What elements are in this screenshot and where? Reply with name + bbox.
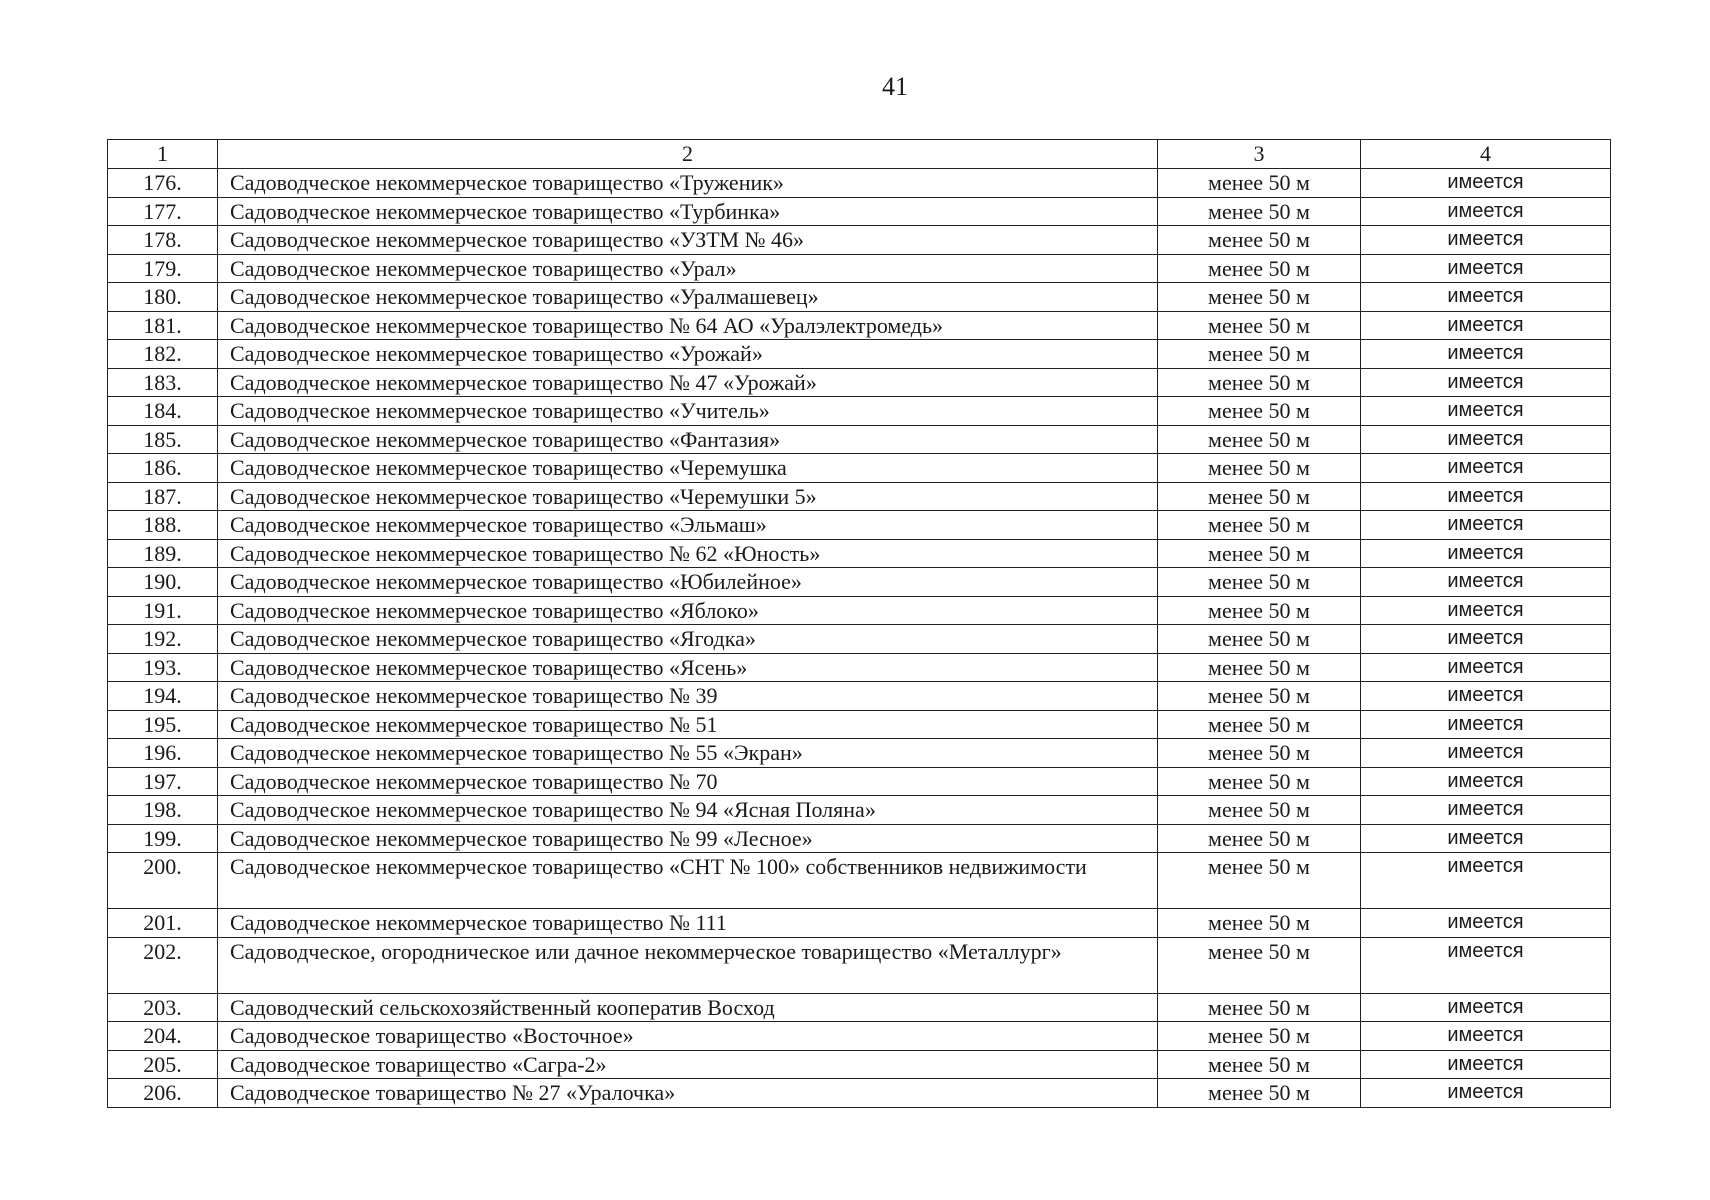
organization-name-cell: Садоводческое некоммерческое товарищество № 55 «Экран» — [218, 739, 1158, 768]
row-number-cell: 178. — [108, 226, 218, 255]
distance-cell: менее 50 м — [1158, 511, 1361, 540]
distance-cell: менее 50 м — [1158, 368, 1361, 397]
table-header-row — [108, 140, 1611, 169]
table-row — [108, 909, 1611, 938]
status-cell: имеется — [1361, 625, 1611, 654]
row-number-cell: 205. — [108, 1050, 218, 1079]
distance-cell: менее 50 м — [1158, 226, 1361, 255]
distance-cell: менее 50 м — [1158, 909, 1361, 938]
status-cell: имеется — [1361, 1050, 1611, 1079]
table-row — [108, 197, 1611, 226]
distance-cell: менее 50 м — [1158, 197, 1361, 226]
status-cell: имеется — [1361, 993, 1611, 1022]
header-cell-3: 3 — [1158, 140, 1361, 169]
table-row — [108, 993, 1611, 1022]
status-cell: имеется — [1361, 197, 1611, 226]
row-number-cell: 180. — [108, 283, 218, 312]
row-number-cell: 186. — [108, 454, 218, 483]
organization-name-cell: Садоводческое товарищество «Восточное» — [218, 1022, 1158, 1051]
row-number-cell: 196. — [108, 739, 218, 768]
table-row — [108, 539, 1611, 568]
organization-name-cell: Садоводческое некоммерческое товарищество «Уралмашевец» — [218, 283, 1158, 312]
status-cell: имеется — [1361, 568, 1611, 597]
header-cell-1: 1 — [108, 140, 218, 169]
distance-cell: менее 50 м — [1158, 425, 1361, 454]
organization-name-cell: Садоводческое товарищество «Сагра-2» — [218, 1050, 1158, 1079]
status-cell: имеется — [1361, 340, 1611, 369]
row-number-cell: 195. — [108, 710, 218, 739]
row-number-cell: 183. — [108, 368, 218, 397]
table-row — [108, 283, 1611, 312]
organization-name-cell: Садоводческий сельскохозяйственный кооператив Восход — [218, 993, 1158, 1022]
organization-name-cell: Садоводческое некоммерческое товарищество № 51 — [218, 710, 1158, 739]
organization-name-cell: Садоводческое некоммерческое товарищество № 47 «Урожай» — [218, 368, 1158, 397]
status-cell: имеется — [1361, 824, 1611, 853]
table-row — [108, 710, 1611, 739]
distance-cell: менее 50 м — [1158, 993, 1361, 1022]
distance-cell: менее 50 м — [1158, 710, 1361, 739]
distance-cell: менее 50 м — [1158, 283, 1361, 312]
distance-cell: менее 50 м — [1158, 169, 1361, 198]
row-number-cell: 179. — [108, 254, 218, 283]
table-row — [108, 454, 1611, 483]
status-cell: имеется — [1361, 397, 1611, 426]
distance-cell: менее 50 м — [1158, 682, 1361, 711]
status-cell: имеется — [1361, 283, 1611, 312]
row-number-cell: 206. — [108, 1079, 218, 1108]
table-row — [108, 340, 1611, 369]
table-row — [108, 254, 1611, 283]
table-row — [108, 739, 1611, 768]
distance-cell: менее 50 м — [1158, 568, 1361, 597]
organization-name-cell: Садоводческое некоммерческое товарищество «Эльмаш» — [218, 511, 1158, 540]
status-cell: имеется — [1361, 653, 1611, 682]
organization-name-cell: Садоводческое некоммерческое товарищество «УЗТМ № 46» — [218, 226, 1158, 255]
row-number-cell: 197. — [108, 767, 218, 796]
table-row — [108, 596, 1611, 625]
data-table — [107, 139, 1611, 1108]
organization-name-cell: Садоводческое, огородническое или дачное некоммерческое товарищество «Металлург» — [218, 937, 1158, 993]
table-row — [108, 1050, 1611, 1079]
table-row — [108, 368, 1611, 397]
row-number-cell: 199. — [108, 824, 218, 853]
row-number-cell: 202. — [108, 937, 218, 993]
distance-cell: менее 50 м — [1158, 1079, 1361, 1108]
distance-cell: менее 50 м — [1158, 482, 1361, 511]
distance-cell: менее 50 м — [1158, 653, 1361, 682]
organization-name-cell: Садоводческое некоммерческое товарищество «Ясень» — [218, 653, 1158, 682]
distance-cell: менее 50 м — [1158, 596, 1361, 625]
status-cell: имеется — [1361, 226, 1611, 255]
status-cell: имеется — [1361, 169, 1611, 198]
row-number-cell: 200. — [108, 853, 218, 909]
table-row — [108, 937, 1611, 993]
status-cell: имеется — [1361, 368, 1611, 397]
table-row — [108, 311, 1611, 340]
status-cell: имеется — [1361, 710, 1611, 739]
row-number-cell: 201. — [108, 909, 218, 938]
distance-cell: менее 50 м — [1158, 767, 1361, 796]
status-cell: имеется — [1361, 311, 1611, 340]
organization-name-cell: Садоводческое некоммерческое товарищество № 62 «Юность» — [218, 539, 1158, 568]
distance-cell: менее 50 м — [1158, 340, 1361, 369]
distance-cell: менее 50 м — [1158, 454, 1361, 483]
table-row — [108, 511, 1611, 540]
status-cell: имеется — [1361, 482, 1611, 511]
status-cell: имеется — [1361, 767, 1611, 796]
status-cell: имеется — [1361, 796, 1611, 825]
table-row — [108, 425, 1611, 454]
header-cell-2: 2 — [218, 140, 1158, 169]
distance-cell: менее 50 м — [1158, 937, 1361, 993]
row-number-cell: 185. — [108, 425, 218, 454]
row-number-cell: 198. — [108, 796, 218, 825]
table-row — [108, 824, 1611, 853]
header-cell-4: 4 — [1361, 140, 1611, 169]
organization-name-cell: Садоводческое некоммерческое товарищество № 64 АО «Уралэлектромедь» — [218, 311, 1158, 340]
status-cell: имеется — [1361, 1022, 1611, 1051]
status-cell: имеется — [1361, 254, 1611, 283]
organization-name-cell: Садоводческое некоммерческое товарищество № 70 — [218, 767, 1158, 796]
table-row — [108, 1079, 1611, 1108]
row-number-cell: 203. — [108, 993, 218, 1022]
distance-cell: менее 50 м — [1158, 254, 1361, 283]
distance-cell: менее 50 м — [1158, 397, 1361, 426]
organization-name-cell: Садоводческое некоммерческое товарищество «Яблоко» — [218, 596, 1158, 625]
status-cell: имеется — [1361, 454, 1611, 483]
organization-name-cell: Садоводческое некоммерческое товарищество «СНТ № 100» собственников недвижимости — [218, 853, 1158, 909]
table-row — [108, 853, 1611, 909]
row-number-cell: 188. — [108, 511, 218, 540]
organization-name-cell: Садоводческое некоммерческое товарищество № 111 — [218, 909, 1158, 938]
status-cell: имеется — [1361, 539, 1611, 568]
status-cell: имеется — [1361, 739, 1611, 768]
distance-cell: менее 50 м — [1158, 625, 1361, 654]
table-row — [108, 796, 1611, 825]
organization-name-cell: Садоводческое некоммерческое товарищество «Юбилейное» — [218, 568, 1158, 597]
table-row — [108, 767, 1611, 796]
organization-name-cell: Садоводческое некоммерческое товарищество «Черемушки 5» — [218, 482, 1158, 511]
status-cell: имеется — [1361, 425, 1611, 454]
organization-name-cell: Садоводческое некоммерческое товарищество «Урал» — [218, 254, 1158, 283]
table-row — [108, 397, 1611, 426]
row-number-cell: 193. — [108, 653, 218, 682]
table-row — [108, 1022, 1611, 1051]
status-cell: имеется — [1361, 1079, 1611, 1108]
row-number-cell: 204. — [108, 1022, 218, 1051]
status-cell: имеется — [1361, 909, 1611, 938]
page-number: 41 — [882, 72, 908, 101]
organization-name-cell: Садоводческое товарищество № 27 «Уралочка» — [218, 1079, 1158, 1108]
row-number-cell: 177. — [108, 197, 218, 226]
row-number-cell: 176. — [108, 169, 218, 198]
row-number-cell: 190. — [108, 568, 218, 597]
organization-name-cell: Садоводческое некоммерческое товарищество № 99 «Лесное» — [218, 824, 1158, 853]
table-row — [108, 226, 1611, 255]
table-row — [108, 625, 1611, 654]
row-number-cell: 192. — [108, 625, 218, 654]
distance-cell: менее 50 м — [1158, 853, 1361, 909]
table-row — [108, 482, 1611, 511]
status-cell: имеется — [1361, 511, 1611, 540]
organization-name-cell: Садоводческое некоммерческое товарищество «Турбинка» — [218, 197, 1158, 226]
row-number-cell: 191. — [108, 596, 218, 625]
distance-cell: менее 50 м — [1158, 311, 1361, 340]
row-number-cell: 184. — [108, 397, 218, 426]
table-row — [108, 653, 1611, 682]
table-row — [108, 169, 1611, 198]
row-number-cell: 194. — [108, 682, 218, 711]
distance-cell: менее 50 м — [1158, 739, 1361, 768]
organization-name-cell: Садоводческое некоммерческое товарищество № 39 — [218, 682, 1158, 711]
distance-cell: менее 50 м — [1158, 1022, 1361, 1051]
distance-cell: менее 50 м — [1158, 824, 1361, 853]
status-cell: имеется — [1361, 596, 1611, 625]
organization-name-cell: Садоводческое некоммерческое товарищество «Фантазия» — [218, 425, 1158, 454]
table-row — [108, 568, 1611, 597]
organization-name-cell: Садоводческое некоммерческое товарищество «Черемушка — [218, 454, 1158, 483]
row-number-cell: 181. — [108, 311, 218, 340]
organization-name-cell: Садоводческое некоммерческое товарищество «Урожай» — [218, 340, 1158, 369]
distance-cell: менее 50 м — [1158, 1050, 1361, 1079]
distance-cell: менее 50 м — [1158, 539, 1361, 568]
status-cell: имеется — [1361, 853, 1611, 909]
distance-cell: менее 50 м — [1158, 796, 1361, 825]
table-row — [108, 682, 1611, 711]
organization-name-cell: Садоводческое некоммерческое товарищество «Труженик» — [218, 169, 1158, 198]
status-cell: имеется — [1361, 682, 1611, 711]
row-number-cell: 187. — [108, 482, 218, 511]
organization-name-cell: Садоводческое некоммерческое товарищество № 94 «Ясная Поляна» — [218, 796, 1158, 825]
organization-name-cell: Садоводческое некоммерческое товарищество «Ягодка» — [218, 625, 1158, 654]
row-number-cell: 189. — [108, 539, 218, 568]
status-cell: имеется — [1361, 937, 1611, 993]
organization-name-cell: Садоводческое некоммерческое товарищество «Учитель» — [218, 397, 1158, 426]
row-number-cell: 182. — [108, 340, 218, 369]
